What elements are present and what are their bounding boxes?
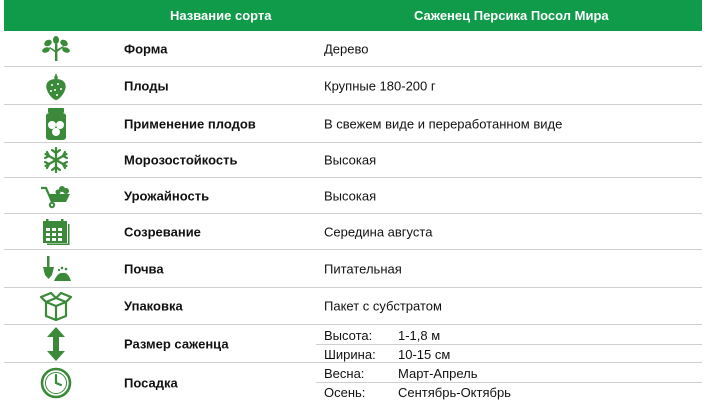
wheelbarrow-icon [36, 178, 76, 213]
width-key: Ширина: [324, 347, 376, 362]
height-value: 1-1,8 м [398, 328, 441, 343]
spring-value: Март-Апрель [398, 366, 478, 381]
calendar-icon [36, 214, 76, 249]
row-value: Высокая [324, 152, 377, 168]
header-product-name: Саженец Персика Посол Мира [414, 8, 609, 23]
snowflake-icon [36, 143, 76, 177]
row-value: Середина августа [324, 224, 433, 239]
row-label: Применение плодов [124, 116, 256, 131]
up-down-arrow-icon [36, 325, 76, 362]
size-details [316, 325, 702, 363]
table-row [4, 31, 702, 67]
row-label: Почва [124, 261, 164, 276]
divider [316, 344, 702, 345]
box-icon [36, 288, 76, 324]
row-label: Посадка [124, 375, 178, 390]
width-value: 10-15 см [398, 347, 451, 362]
row-value: Питательная [324, 261, 402, 276]
table-row [4, 288, 702, 325]
table-row [4, 363, 702, 402]
height-key: Высота: [324, 328, 373, 343]
jar-icon [36, 105, 76, 142]
row-value: Дерево [324, 41, 369, 56]
clock-icon [36, 363, 76, 402]
shovel-icon [36, 250, 76, 287]
header-variety-label: Название сорта [170, 8, 272, 23]
row-label: Упаковка [124, 298, 183, 314]
table-row [4, 325, 702, 363]
row-label: Плоды [124, 78, 169, 93]
table-row [4, 250, 702, 288]
table-row [4, 143, 702, 178]
table-row [4, 105, 702, 143]
planting-details [316, 363, 702, 402]
autumn-key: Осень: [324, 385, 366, 400]
row-label: Размер саженца [124, 336, 229, 351]
row-value: Высокая [324, 188, 377, 203]
row-label: Созревание [124, 224, 201, 239]
table-header [4, 0, 702, 31]
characteristics-table [4, 0, 702, 402]
row-value: В свежем виде и переработанном виде [324, 116, 563, 131]
row-value: Крупные 180-200 г [324, 78, 436, 93]
row-value: Пакет с субстратом [324, 298, 442, 314]
table-row [4, 67, 702, 105]
row-label: Морозостойкость [124, 152, 238, 168]
autumn-value: Сентябрь-Октябрь [398, 385, 511, 400]
row-label: Урожайность [124, 188, 210, 203]
table-row [4, 214, 702, 250]
tree-icon [36, 31, 76, 66]
table-row [4, 178, 702, 214]
spring-key: Весна: [324, 366, 365, 381]
row-label: Форма [124, 41, 168, 56]
strawberry-icon [36, 67, 76, 104]
divider [316, 382, 702, 383]
